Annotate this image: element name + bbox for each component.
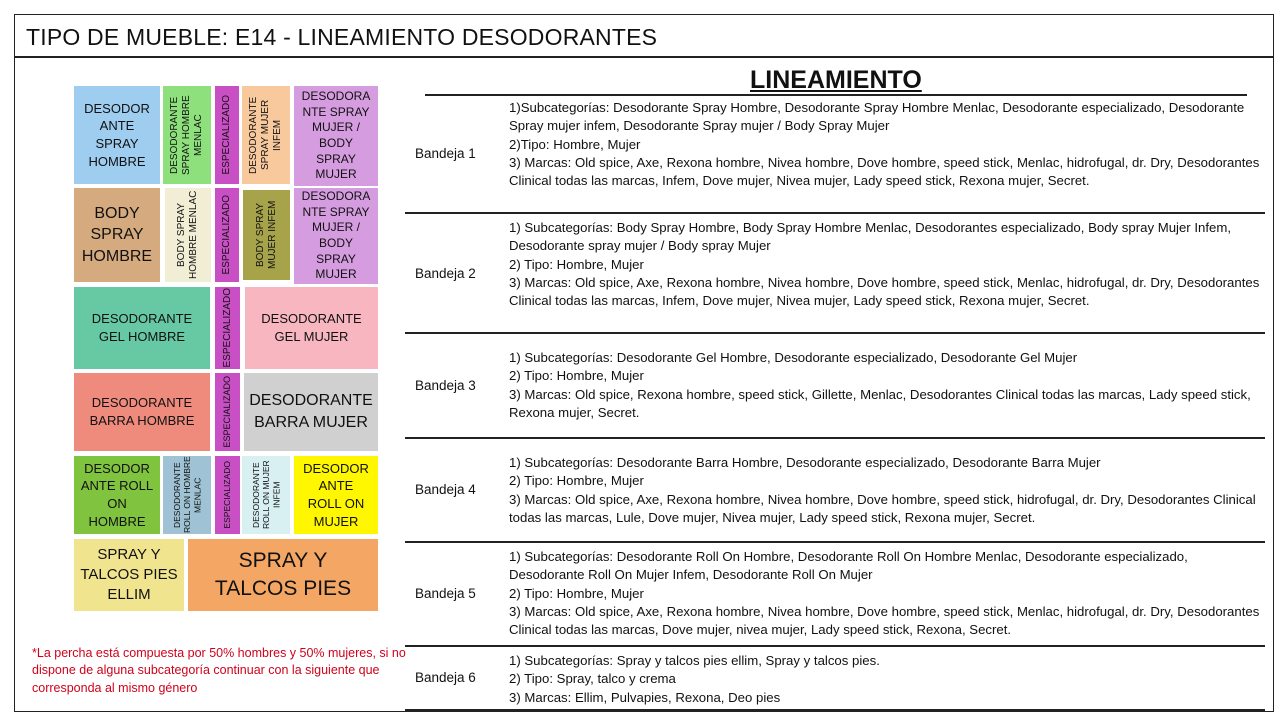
lineamiento-title-rule [425,94,1247,96]
shelf-cell-especializado [215,373,240,451]
shelf-cell-roll-on-hombre-menlac [163,456,211,534]
subcategorias-line: 1) Subcategorías: Desodorante Barra Hombre, Desodorante especializado, Desodorante Barra Mujer [509,455,1101,470]
lineamiento-row [405,548,1265,643]
shelf-cell-label: ESPECIALIZADO [221,288,233,368]
shelf-note: *La percha está compuesta por 50% hombres y 50% mujeres, si no dispone de alguna subcategoría continuar con la siguiente que corresponda al mismo género [32,646,406,695]
row-divider [405,709,1265,711]
lineamiento-row [405,219,1265,331]
tipo-line: 2) Tipo: Hombre, Mujer [509,473,644,489]
tipo-line: 2) Tipo: Hombre, Mujer [509,585,644,601]
marcas-line: 3) Marcas: Old spice, Axe, Rexona hombre, Nivea hombre, Dove hombre, speed stick, Menlac, hidrofugal, dr. Dry, Desodorantes Clinical todas las marcas, Infem, Dove mujer, Nivea mujer, Lady speed stick, Rexona mujer, Secret. [509,154,1260,189]
shelf-cell-spray-mujer-body: DESODORA NTE SPRAY MUJER / BODY SPRAY MUJER [294,86,378,186]
subcategorias-line: 1) Subcategorías: Desodorante Roll On Hombre, Desodorante Roll On Hombre Menlac, Desodorante especializado, Desodorante Roll On Mujer Infem, Desodorante Roll On Mujer [509,549,1188,583]
shelf-cell-roll-on-hombre: DESODOR ANTE ROLL ON HOMBRE [74,456,160,534]
shelf-cell-especializado [215,456,240,534]
shelf-cell-label: DESODORANTE SPRAY MUJER INFEM [248,96,283,174]
marcas-line: 3) Marcas: Old spice, Axe, Rexona hombre, Nivea hombre, Dove hombre, speed stick, hidrofugal, dr. Dry, Desodorantes Clinical todas las marcas, Lule, Dove mujer, Nivea mujer, Lady speed stick, Rexona mujer, Secret. [509,491,1256,525]
shelf-cell-label: DESODORANTE SPRAY HOMBRE MENLAC [169,95,204,175]
marcas-line: 3) Marcas: Old spice, Axe, Rexona hombre, Nivea hombre, Dove hombre, speed stick, Menlac, hidrofugal, dr. Dry, Desodorantes Clinical todas las marcas, Dove mujer, nivea mujer, Lady speed stick, Rexona, Secret. [509,603,1260,638]
row-divider [405,541,1265,543]
lineamiento-row [405,99,1265,211]
shelf-cell-label: BODY SPRAY HOMBRE MENLAC [176,190,199,280]
tray-description [509,548,1261,639]
lineamiento-row [405,454,1265,534]
subcategorias-line: 1)Subcategorías: Desodorante Spray Hombre, Desodorante Spray Hombre Menlac, Desodorante especializado, Desodorante Spray mujer infem, Desodorante Spray mujer / Body Spray Mujer [509,100,1245,134]
shelf-cell-gel-mujer: DESODORANTE GEL MUJER [245,287,378,369]
tipo-line: 2)Tipo: Hombre, Mujer [509,136,641,152]
tray-description [509,652,1261,707]
subcategorias-line: 1) Subcategorías: Desodorante Gel Hombre, Desodorante especializado, Desodorante Gel Mujer [509,350,1078,365]
marcas-line: 3) Marcas: Old spice, Rexona hombre, speed stick, Gillette, Menlac, Desodorantes Clinical todas las marcas, Lady speed stick, Rexona mujer, Secret. [509,386,1251,420]
shelf-cell-roll-on-mujer-infem [242,456,290,534]
row-divider [405,437,1265,439]
tray-label: Bandeja 1 [415,146,476,161]
shelf-cell-spray-talcos: SPRAY Y TALCOS PIES [188,539,378,611]
tray-description [509,219,1261,310]
shelf-cell-spray-mujer-body-2: DESODORA NTE SPRAY MUJER / BODY SPRAY MUJER [294,188,378,284]
shelf-cell-barra-mujer: DESODORANTE BARRA MUJER [244,373,378,451]
shelf-cell-label: ESPECIALIZADO [222,376,233,448]
lineamiento-row [405,652,1265,708]
tray-label: Bandeja 6 [415,670,476,685]
tipo-line: 2) Tipo: Hombre, Mujer [509,256,644,272]
tipo-line: 2) Tipo: Hombre, Mujer [509,368,644,384]
row-divider [405,332,1265,334]
shelf-cell-barra-hombre: DESODORANTE BARRA HOMBRE [74,373,210,451]
tray-description [509,454,1261,527]
shelf-cell-label: ESPECIALIZADO [221,461,232,529]
subcategorias-line: 1) Subcategorías: Body Spray Hombre, Body Spray Hombre Menlac, Desodorantes especializado, Body spray Mujer Infem, Desodorante spray mujer / Body spray Mujer [509,220,1231,254]
shelf-cell-body-spray-hombre: BODY SPRAY HOMBRE [74,188,160,282]
tray-description [509,349,1261,422]
shelf-cell-especializado [215,287,240,369]
lineamiento-row [405,349,1265,429]
tray-label: Bandeja 4 [415,482,476,497]
shelf-cell-especializado [215,86,239,184]
tray-label: Bandeja 5 [415,586,476,601]
shelf-cell-label: ESPECIALIZADO [221,95,233,175]
tray-label: Bandeja 3 [415,378,476,393]
tray-label: Bandeja 2 [415,266,476,281]
row-divider [405,645,1265,647]
lineamiento-title: LINEAMIENTO [750,66,922,94]
tray-description [509,99,1261,190]
tipo-line: 2) Tipo: Spray, talco y crema [509,671,676,687]
subcategorias-line: 1) Subcategorías: Spray y talcos pies ellim, Spray y talcos pies. [509,653,880,668]
marcas-line: 3) Marcas: Ellim, Pulvapies, Rexona, Deo pies [509,689,781,705]
shelf-cell-body-spray-mujer-infem [243,190,290,280]
shelf-cell-label: BODY SPRAY MUJER INFEM [254,200,278,270]
marcas-line: 3) Marcas: Old spice, Axe, Rexona hombre, Nivea hombre, Dove hombre, speed stick, Menlac, hidrofugal, dr. Dry, Desodorantes Clinical todas las marcas, Infem, Dove mujer, Nivea mujer, Lady speed stick, Rexona mujer, Secret. [509,274,1260,309]
shelf-cell-spray-talcos-ellim: SPRAY Y TALCOS PIES ELLIM [74,539,184,611]
shelf-cell-body-spray-hombre-menlac [165,188,211,282]
shelf-cell-especializado [215,188,239,282]
page-title: TIPO DE MUEBLE: E14 - LINEAMIENTO DESODORANTES [26,24,658,50]
shelf-cell-spray-hombre: DESODOR ANTE SPRAY HOMBRE [74,86,160,184]
shelf-cell-spray-mujer-infem [242,86,290,184]
shelf-cell-gel-hombre: DESODORANTE GEL HOMBRE [74,287,210,369]
shelf-cell-label: DESODORANTE ROLL ON HOMBRE MENLAC [171,456,203,534]
shelf-cell-spray-hombre-menlac [163,86,211,184]
row-divider [405,212,1265,214]
shelf-cell-label: ESPECIALIZADO [221,195,233,275]
shelf-cell-label: DESODORANTE ROLL ON MUJER INFEM [250,460,282,530]
shelf-cell-roll-on-mujer: DESODOR ANTE ROLL ON MUJER [294,456,378,534]
